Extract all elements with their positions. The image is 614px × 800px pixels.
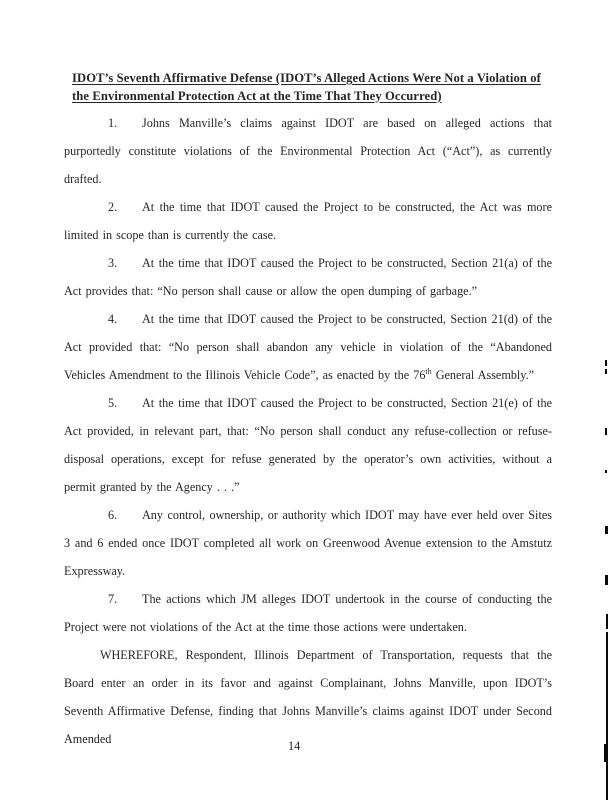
paragraph-text: At the time that IDOT caused the Project to be constructed, Section 21(e) of the Act provided, in relevant part, that: “No person shall conduct any refuse-collection or refuse-disposal operations, except for refuse generated by the operator’s own activities, without a permit granted by the Agency . . .” [64,396,552,494]
paragraph-3 [64,249,552,305]
paragraph-text: General Assembly.” [431,368,535,382]
paragraph-number: 2. [108,200,118,214]
scan-artifact [605,428,607,435]
scan-artifact [606,614,608,629]
paragraph-number: 1. [108,116,118,130]
paragraph-text: Johns Manville’s claims against IDOT are based on alleged actions that purportedly constitute violations of the Environmental Protection Act (“Act”), as currently drafted. [64,116,552,186]
paragraph-text: The actions which JM alleges IDOT undertook in the course of conducting the Project were not violations of the Act at the time those actions were undertaken. [64,592,552,634]
paragraph-number: 3. [108,256,118,270]
paragraph-7 [64,585,552,641]
paragraph-text: Any control, ownership, or authority which IDOT may have ever held over Sites 3 and 6 ended once IDOT completed all work on Greenwood Avenue extension to the Amstutz Expressway. [64,508,552,578]
paragraph-number: 4. [108,312,118,326]
scan-artifact [605,470,607,473]
paragraph-4 [64,305,552,389]
document-content [64,70,552,753]
paragraph-2 [64,193,552,249]
paragraph-text: At the time that IDOT caused the Project to be constructed, the Act was more limited in scope than is currently the case. [64,200,552,242]
paragraph-text: At the time that IDOT caused the Project to be constructed, Section 21(a) of the Act provides that: “No person shall cause or allow the open dumping of garbage.” [64,256,552,298]
document-body [64,109,552,753]
page-number: 14 [288,739,301,753]
paragraph-5 [64,389,552,501]
scan-artifact [605,526,608,534]
paragraph-1 [64,109,552,193]
paragraph-text: WHEREFORE, Respondent, Illinois Department of Transportation, requests that the Board enter an order in its favor and against Complainant, Johns Manville, upon IDOT’s Seventh Affirmative Defense, finding that Johns Manville’s claims against IDOT under Second Amended [64,648,552,746]
scan-artifact [605,575,608,585]
paragraph-number: 5. [108,396,118,410]
paragraph-text: At the time that IDOT caused the Project to be constructed, Section 21(d) of the Act provided that: “No person shall abandon any vehicle in violation of the “Abandoned Vehicles Amendment to the Illinois Vehicle Code”, as enacted by the 76 [64,312,552,382]
scan-artifact [605,360,607,366]
scan-artifact [605,369,607,374]
scan-artifact [604,744,608,762]
ordinal-superscript: th [425,366,432,376]
paragraph-6 [64,501,552,585]
scan-artifact [606,632,608,800]
section-heading: IDOT’s Seventh Affirmative Defense (IDOT’s Alleged Actions Were Not a Violation of the Environmental Protection Act at the Time That They Occurred) [72,71,541,103]
paragraph-number: 6. [108,508,118,522]
closing-paragraph [64,641,552,753]
paragraph-number: 7. [108,592,118,606]
